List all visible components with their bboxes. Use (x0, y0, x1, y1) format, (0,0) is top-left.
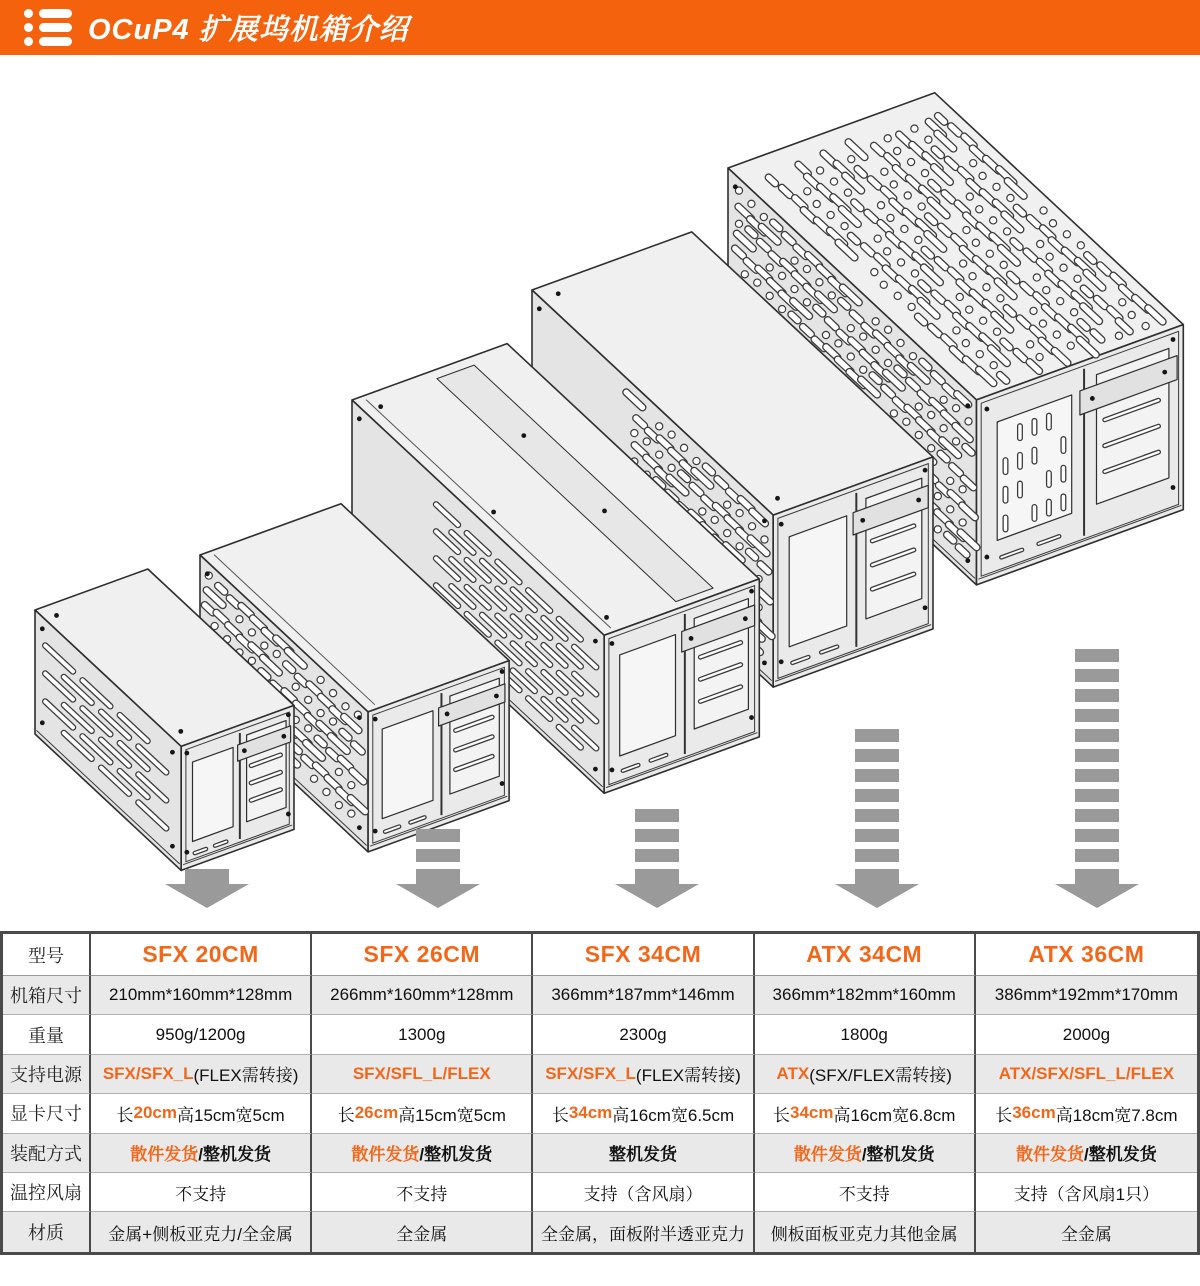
list-icon-row (24, 9, 72, 18)
cell-weight-atx-36cm (976, 1015, 1197, 1054)
text-segment: 全金属 (396, 1224, 448, 1244)
down-arrow-sfx-20cm (165, 869, 249, 908)
cell-material-atx-34cm (755, 1212, 976, 1251)
text-segment: 全金属 (1060, 1224, 1112, 1244)
cell-assembly-sfx-20cm (91, 1134, 312, 1173)
text-segment: 20cm (133, 1103, 177, 1123)
cell-gpu-sfx-20cm (91, 1094, 312, 1133)
cell-size-atx-36cm (976, 976, 1197, 1015)
text-segment: 长 (337, 1105, 355, 1125)
table-corner-model-label: 型号 (3, 934, 91, 976)
text-segment: 386mm*192mm*170mm (994, 985, 1179, 1005)
cell-fan-sfx-26cm (312, 1173, 533, 1212)
down-arrow-sfx-26cm (396, 829, 480, 908)
cell-gpu-sfx-34cm (533, 1094, 754, 1133)
text-segment: 266mm*160mm*128mm (330, 985, 514, 1005)
down-arrow-atx-34cm (835, 729, 919, 908)
cell-weight-sfx-26cm (312, 1015, 533, 1054)
text-segment: 34cm (568, 1103, 613, 1123)
text-segment: 不支持 (838, 1184, 890, 1204)
text-segment: 散件发货 (130, 1145, 199, 1165)
text-segment: 长 (551, 1105, 569, 1125)
row-label-psu: 支持电源 (3, 1055, 91, 1094)
text-segment: 高16cm宽6.8cm (833, 1105, 956, 1125)
text-segment: 长 (773, 1105, 791, 1125)
text-segment: 950g/1200g (155, 1024, 246, 1044)
text-segment: 26cm (354, 1103, 399, 1123)
text-segment: 长 (116, 1105, 134, 1125)
text-segment: 散件发货 (793, 1145, 862, 1165)
text-segment: 366mm*187mm*146mm (551, 985, 735, 1005)
cell-weight-sfx-34cm (533, 1015, 754, 1054)
cell-assembly-sfx-34cm (533, 1134, 754, 1173)
list-icon-row (24, 37, 72, 46)
cell-weight-atx-34cm (755, 1015, 976, 1054)
cell-psu-sfx-34cm (533, 1055, 754, 1094)
page-title: OCuP4 扩展坞机箱介绍 (88, 14, 409, 46)
cell-size-sfx-20cm (91, 976, 312, 1015)
text-segment: (FLEX需转接) (193, 1066, 299, 1086)
text-segment: /整机发货 (198, 1145, 271, 1165)
row-label-weight: 重量 (3, 1015, 91, 1054)
text-segment: 366mm*182mm*160mm (772, 985, 956, 1005)
row-label-gpu: 显卡尺寸 (3, 1094, 91, 1133)
cell-psu-sfx-20cm (91, 1055, 312, 1094)
cell-weight-sfx-20cm (91, 1015, 312, 1054)
text-segment: (SFX/FLEX需转接) (809, 1066, 952, 1086)
cell-gpu-atx-34cm (755, 1094, 976, 1133)
text-segment: (FLEX需转接) (635, 1066, 741, 1086)
cell-gpu-sfx-26cm (312, 1094, 533, 1133)
cell-psu-atx-34cm (755, 1055, 976, 1094)
text-segment: 不支持 (396, 1184, 448, 1204)
text-segment: 高16cm宽6.5cm (612, 1105, 735, 1125)
spec-table (0, 931, 1200, 1255)
model-header-sfx-34cm: SFX 34CM (533, 934, 754, 976)
cell-material-sfx-26cm (312, 1212, 533, 1251)
text-segment: 2300g (619, 1024, 667, 1044)
header-bar (0, 0, 1200, 55)
cell-material-atx-36cm (976, 1212, 1197, 1251)
text-segment: 侧板面板亚克力其他金属 (770, 1224, 958, 1244)
cell-psu-atx-36cm (976, 1055, 1197, 1094)
cell-fan-atx-34cm (755, 1173, 976, 1212)
text-segment: 高18cm宽7.8cm (1055, 1105, 1178, 1125)
text-segment: 支持（含风扇1只） (1013, 1184, 1160, 1204)
text-segment: SFX/SFL_L/FLEX (352, 1063, 491, 1083)
row-label-size: 机箱尺寸 (3, 976, 91, 1015)
model-header-atx-34cm: ATX 34CM (755, 934, 976, 976)
cell-assembly-atx-36cm (976, 1134, 1197, 1173)
text-segment: 高15cm宽5cm (176, 1105, 285, 1125)
text-segment: 2000g (1062, 1024, 1111, 1044)
model-header-atx-36cm: ATX 36CM (976, 934, 1197, 976)
cell-fan-sfx-34cm (533, 1173, 754, 1212)
cell-size-sfx-26cm (312, 976, 533, 1015)
text-segment: 散件发货 (1016, 1145, 1085, 1165)
cell-gpu-atx-36cm (976, 1094, 1197, 1133)
text-segment: /整机发货 (419, 1145, 493, 1165)
text-segment: ATX/SFX/SFL_L/FLEX (998, 1063, 1175, 1083)
text-segment: 金属+侧板亚克力/全金属 (108, 1224, 293, 1244)
row-label-assembly: 装配方式 (3, 1134, 91, 1173)
cell-size-sfx-34cm (533, 976, 754, 1015)
text-segment: ATX (776, 1063, 810, 1083)
row-label-material: 材质 (3, 1212, 91, 1251)
text-segment: 整机发货 (608, 1145, 677, 1165)
cell-size-atx-34cm (755, 976, 976, 1015)
text-segment: 长 (995, 1105, 1013, 1125)
cell-assembly-sfx-26cm (312, 1134, 533, 1173)
text-segment: SFX/SFX_L (102, 1063, 194, 1083)
cell-assembly-atx-34cm (755, 1134, 976, 1173)
text-segment: 全金属，面板附半透亚克力 (540, 1224, 745, 1244)
text-segment: /整机发货 (861, 1145, 935, 1165)
down-arrow-atx-36cm (1055, 649, 1139, 908)
list-icon-row (24, 23, 72, 32)
text-segment: 1300g (398, 1024, 446, 1044)
text-segment: 支持（含风扇） (583, 1184, 703, 1204)
text-segment: 高15cm宽5cm (398, 1105, 506, 1125)
cell-psu-sfx-26cm (312, 1055, 533, 1094)
cell-fan-atx-36cm (976, 1173, 1197, 1212)
text-segment: 34cm (790, 1103, 834, 1123)
down-arrow-sfx-34cm (615, 809, 699, 908)
model-header-sfx-26cm: SFX 26CM (312, 934, 533, 976)
cell-material-sfx-34cm (533, 1212, 754, 1251)
text-segment: 210mm*160mm*128mm (108, 985, 293, 1005)
text-segment: 散件发货 (351, 1145, 420, 1165)
cell-material-sfx-20cm (91, 1212, 312, 1251)
text-segment: /整机发货 (1084, 1145, 1157, 1165)
row-label-fan: 温控风扇 (3, 1173, 91, 1212)
cell-fan-sfx-20cm (91, 1173, 312, 1212)
text-segment: SFX/SFX_L (545, 1063, 636, 1083)
text-segment: 1800g (840, 1024, 888, 1044)
model-header-sfx-20cm: SFX 20CM (91, 934, 312, 976)
text-segment: 不支持 (175, 1184, 227, 1204)
text-segment: 36cm (1012, 1103, 1056, 1123)
list-icon (24, 9, 72, 46)
